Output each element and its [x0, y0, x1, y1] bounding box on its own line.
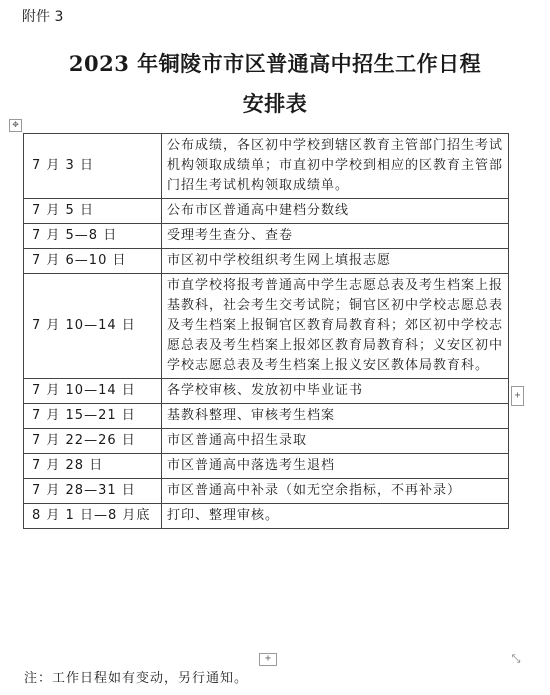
task-cell[interactable]: 受理考生查分、查卷	[162, 224, 509, 249]
document-title-line2: 安排表	[242, 91, 308, 116]
date-cell[interactable]: 7 月 5 日	[24, 199, 162, 224]
task-cell[interactable]: 市区普通高中补录（如无空余指标，不再补录）	[162, 479, 509, 504]
table-row	[24, 454, 509, 479]
date-cell[interactable]: 7 月 10—14 日	[24, 274, 162, 379]
schedule-table	[23, 133, 509, 529]
date-cell[interactable]: 7 月 6—10 日	[24, 249, 162, 274]
date-cell[interactable]: 7 月 22—26 日	[24, 429, 162, 454]
footnote: 注：工作日程如有变动，另行通知。	[24, 671, 249, 686]
task-cell[interactable]: 市直学校将报考普通高中学生志愿总表及考生档案上报基教科，社会考生交考试院；铜官区初中学校志愿总表及考生档案上报铜官区教育局教育科；郊区初中学校志愿总表及考生档案上报郊区教育局教育科；义安区初中学校志愿总表及考生档案上报义安区教体局教育科。	[162, 274, 509, 379]
date-cell[interactable]: 7 月 3 日	[24, 134, 162, 199]
add-column-plus-icon[interactable]: +	[511, 386, 524, 406]
attachment-label: 附件 3	[22, 9, 64, 25]
table-row	[24, 224, 509, 249]
table-row	[24, 249, 509, 274]
task-cell[interactable]: 市区普通高中招生录取	[162, 429, 509, 454]
table-row	[24, 134, 509, 199]
table-row	[24, 429, 509, 454]
date-cell[interactable]: 7 月 10—14 日	[24, 379, 162, 404]
date-cell[interactable]: 8 月 1 日—8 月底	[24, 504, 162, 529]
date-cell[interactable]: 7 月 28—31 日	[24, 479, 162, 504]
task-cell[interactable]: 各学校审核、发放初中毕业证书	[162, 379, 509, 404]
table-row	[24, 404, 509, 429]
document-title-line1: 2023 年铜陵市市区普通高中招生工作日程	[68, 51, 482, 76]
date-cell[interactable]: 7 月 5—8 日	[24, 224, 162, 249]
table-row	[24, 199, 509, 224]
task-cell[interactable]: 市区普通高中落选考生退档	[162, 454, 509, 479]
task-cell[interactable]: 公布市区普通高中建档分数线	[162, 199, 509, 224]
add-row-plus-icon[interactable]: +	[259, 653, 277, 666]
table-row	[24, 479, 509, 504]
move-cross-icon[interactable]: ✥	[9, 119, 22, 132]
table-row	[24, 274, 509, 379]
task-cell[interactable]: 公布成绩，各区初中学校到辖区教育主管部门招生考试机构领取成绩单；市直初中学校到相应的区教育主管部门招生考试机构领取成绩单。	[162, 134, 509, 199]
date-cell[interactable]: 7 月 28 日	[24, 454, 162, 479]
task-cell[interactable]: 打印、整理审核。	[162, 504, 509, 529]
table-row	[24, 379, 509, 404]
resize-corner-icon[interactable]: ⤡	[511, 652, 521, 665]
task-cell[interactable]: 市区初中学校组织考生网上填报志愿	[162, 249, 509, 274]
task-cell[interactable]: 基教科整理、审核考生档案	[162, 404, 509, 429]
date-cell[interactable]: 7 月 15—21 日	[24, 404, 162, 429]
table-row	[24, 504, 509, 529]
